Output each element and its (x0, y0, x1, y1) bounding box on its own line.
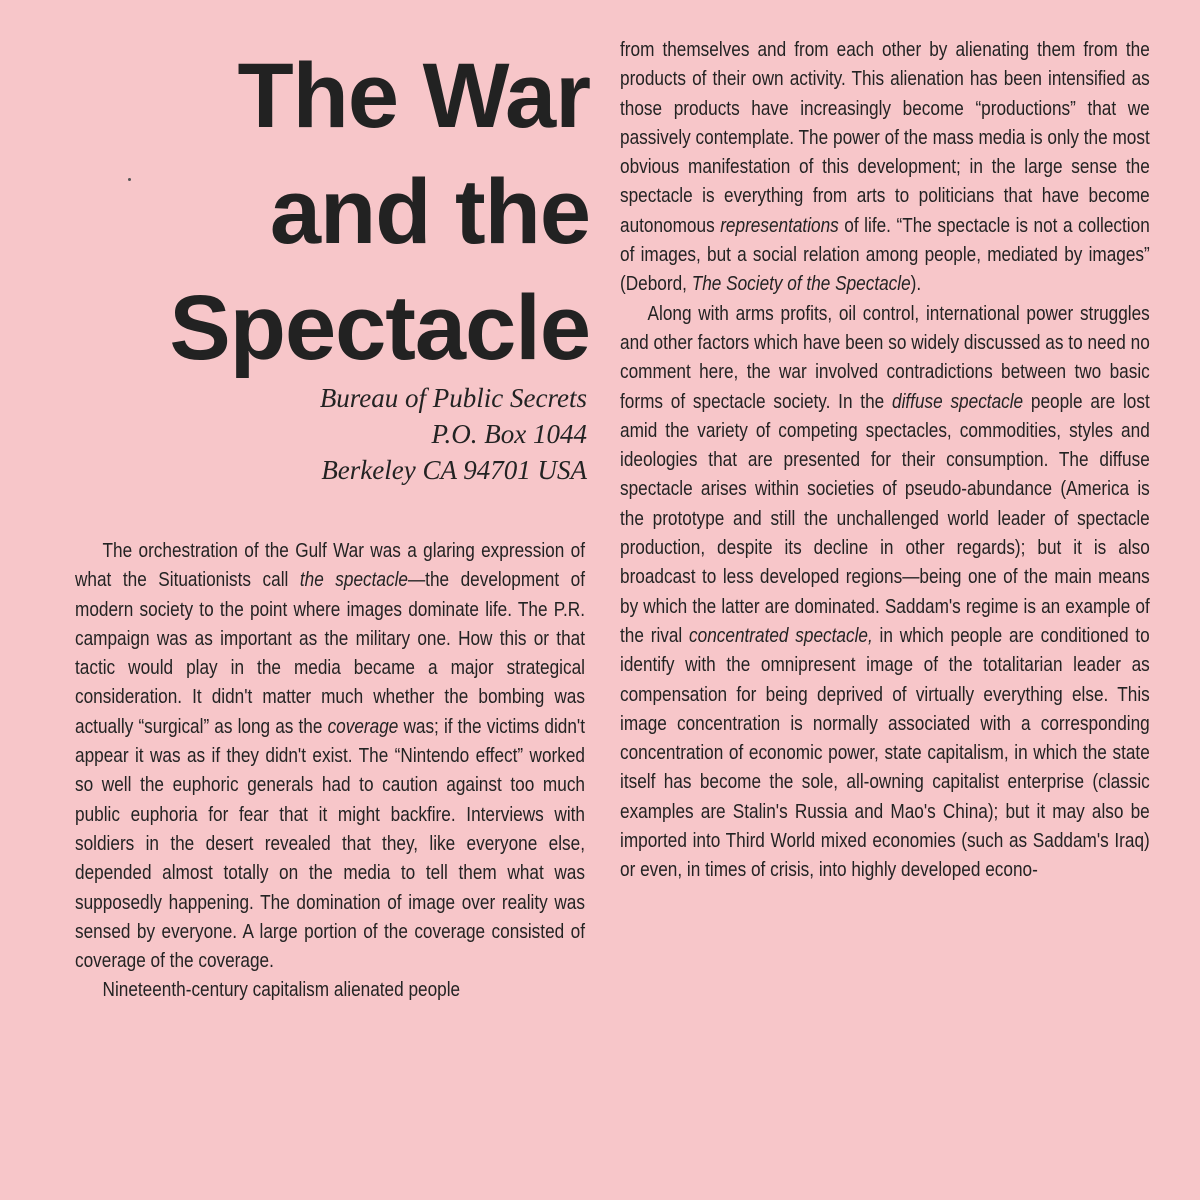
text-run: people are lost amid the variety of competing spectacles, commodities, styles and ideologies that are presented for their consumption. The diffuse spectacle arises within societies of pseudo-abundance (America is the prototype and still the unchallenged world leader of spectacle production, despite its decline in other regards); but it is also broadcast to less developed regions—being one of the main means by which the latter are dominated. Saddam's regime is an example of the rival (620, 390, 1150, 647)
emphasis: concentrated spectacle, (689, 624, 873, 647)
title-line: Spectacle (169, 277, 590, 379)
paragraph: Nineteenth-century capitalism alienated people (102, 979, 461, 1002)
right-column (620, 36, 1150, 886)
text-run: from themselves and from each other by alienating them from the products of their own activity. This alienation has been intensified as those products have increasingly become “productions” that we passively contemplate. The power of the mass media is only the most obvious manifestation of this development; in the large sense the spectacle is everything from arts to politicians that have become autonomous (620, 39, 1150, 237)
text-run: in which people are conditioned to identify with the omnipresent image of the totalitarian leader as compensation for being deprived of virtually everything else. This image concentration is normally associated with a corresponding concentration of economic power, state capitalism, in which the state itself has become the sole, all-owning capitalist enterprise (classic examples are Stalin's Russia and Mao's China); but it may also be imported into Third World mixed economies (such as Saddam's Iraq) or even, in times of crisis, into highly developed econo- (620, 624, 1150, 882)
text-run: The orchestration of the Gulf War was a glaring expression of what the Situationists call (75, 540, 585, 592)
title-line: The War (237, 45, 590, 147)
paragraph (75, 537, 585, 976)
text-run: Along with arms profits, oil control, international power struggles and other factors which have been so widely discussed as to need no comment here, the war involved contradictions between two basic forms of spectacle society. In the (620, 302, 1150, 413)
address-line: Berkeley CA 94701 USA (321, 455, 587, 485)
text-run: was; if the victims didn't appear it was as if they didn't exist. The “Nintendo effect” worked so well the euphoric generals had to caution against too much public euphoria for fear that it might backfire. Interviews with soldiers in the desert revealed that they, like everyone else, depended almost totally on the media to tell them what was supposedly happening. The domination of image over reality was sensed by everyone. A large portion of the coverage consisted of coverage of the coverage. (75, 715, 585, 973)
address-line: P.O. Box 1044 (431, 419, 587, 449)
text-run: ). (910, 273, 922, 296)
title-line: and the (269, 161, 590, 263)
left-column (75, 537, 585, 1006)
text-run: —the development of modern society to the point where images dominate life. The P.R. campaign was as important as the military one. How this or that tactic would play in the media became a major strategical consideration. It didn't matter much whether the bombing was actually “surgical” as long as the (75, 569, 585, 738)
emphasis: the spectacle (299, 569, 408, 592)
address-line: Bureau of Public Secrets (319, 383, 587, 413)
text-run: of life. “The spectacle is not a collection of images, but a social relation among people, mediated by images” (Debord, (620, 214, 1150, 296)
stray-dot (128, 178, 131, 181)
article-title (150, 38, 590, 386)
emphasis: diffuse spectacle (892, 390, 1024, 413)
publisher-address (200, 380, 587, 488)
paragraph (620, 300, 1150, 886)
emphasis: coverage (327, 715, 399, 738)
emphasis: The Society of the Spectacle (691, 273, 911, 296)
emphasis: representations (720, 214, 839, 237)
paragraph (620, 36, 1150, 300)
